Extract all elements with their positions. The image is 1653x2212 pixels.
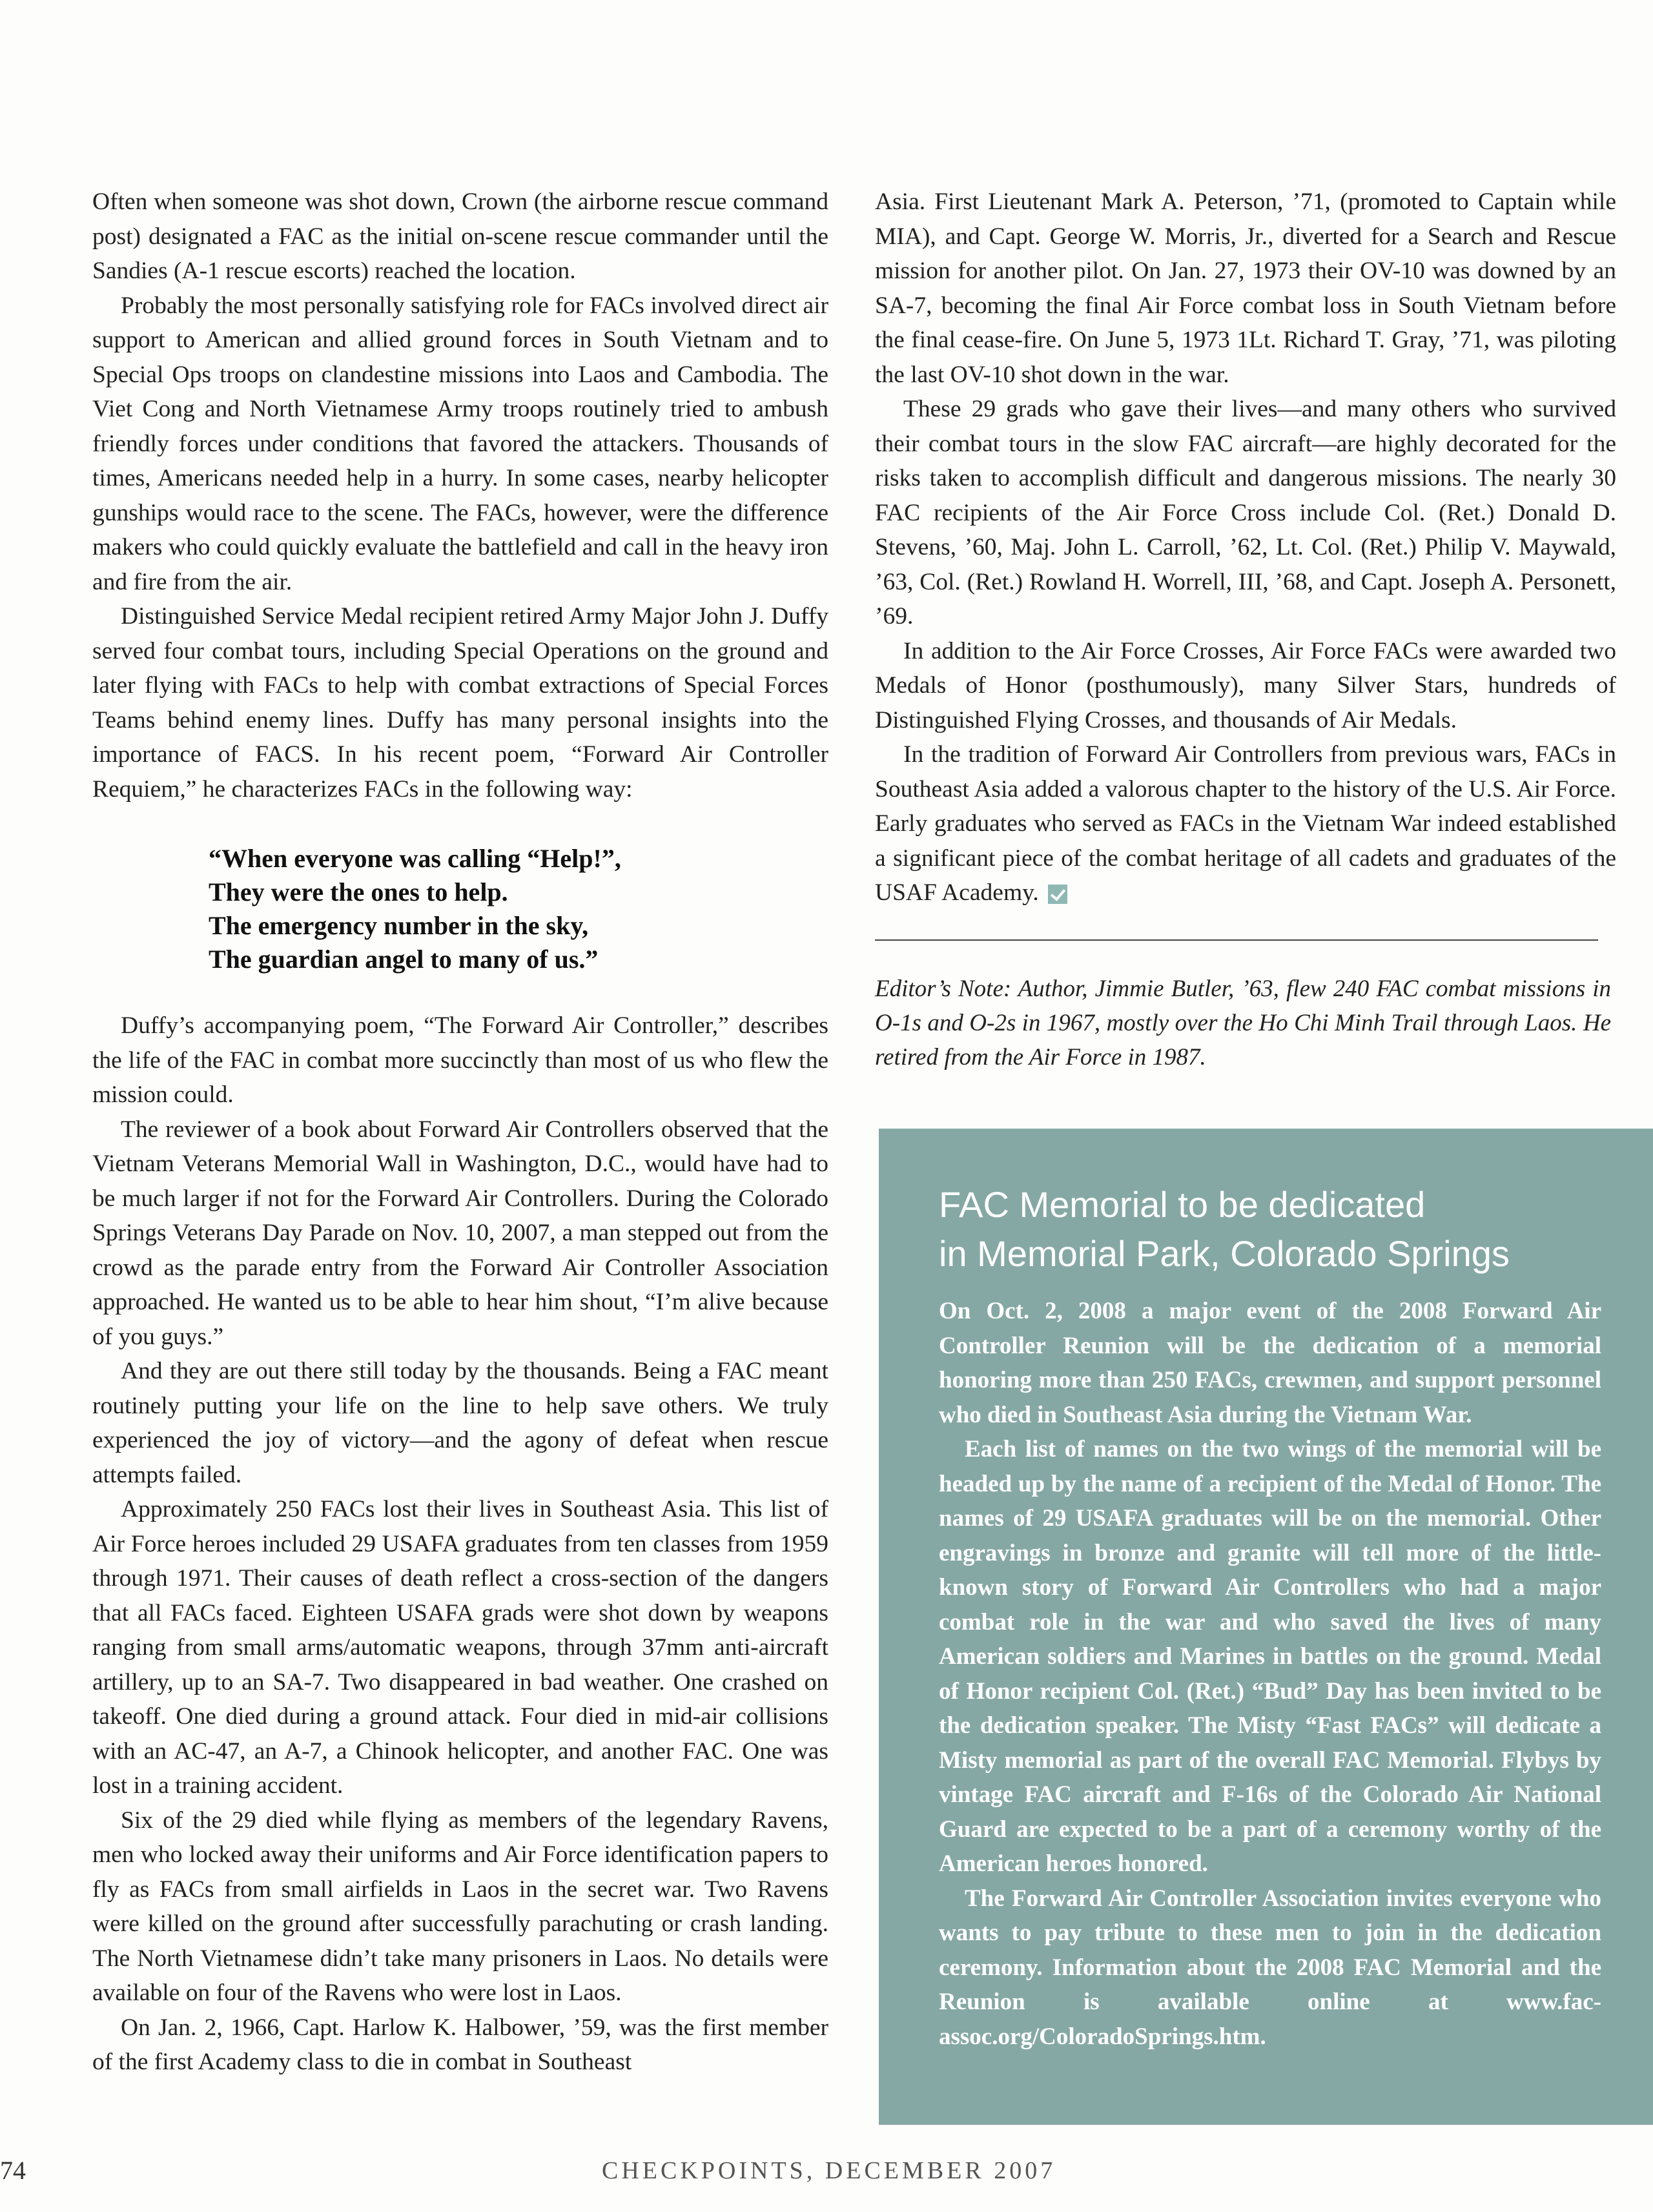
body-paragraph: In addition to the Air Force Crosses, Air Force FACs were awarded two Medals of Honor (posthumously), many Silver Stars, hundreds of Distinguished Flying Crosses, and thousands of Air Medals. xyxy=(875,637,1616,733)
body-paragraph: Duffy’s accompanying poem, “The Forward Air Controller,” describes the life of the FAC in combat more succinctly than most of us who flew the mission could. xyxy=(92,1012,828,1108)
poem-line: “When everyone was calling “Help!”, xyxy=(209,844,621,873)
poem-line: They were the ones to help. xyxy=(209,877,508,906)
poem-line: The guardian angel to many of us.” xyxy=(209,945,599,974)
body-paragraph: Often when someone was shot down, Crown (the airborne rescue command post) designated a FAC as the initial on-scene rescue commander until the Sandies (A-1 rescue escorts) reached the location. xyxy=(92,189,828,284)
body-paragraph: Asia. First Lieutenant Mark A. Peterson, ’71, (promoted to Captain while MIA), and Capt. George W. Morris, Jr., diverted for a Search and Rescue mission for another pilot. On Jan. 27, 1973 their OV-10 was downed by an SA-7, becoming the final Air Force combat loss in South Vietnam before the final cease-fire. On June 5, 1973 1Lt. Richard T. Gray, ’71, was piloting the last OV-10 shot down in the war. xyxy=(875,189,1616,388)
body-paragraph: These 29 grads who gave their lives—and many others who survived their combat tours in the slow FAC aircraft—are highly decorated for the risks taken to accomplish difficult and dangerous missions. The nearly 30 FAC recipients of the Air Force Cross include Col. (Ret.) Donald D. Stevens, ’60, Maj. John L. Carroll, ’62, Lt. Col. (Ret.) Philip V. Maywald, ’63, Col. (Ret.) Rowland H. Worrell, III, ’68, and Capt. Joseph A. Personett, ’69. xyxy=(875,396,1616,630)
publication-title: CHECKPOINTS, DECEMBER 2007 xyxy=(602,2157,1056,2184)
body-paragraph: The reviewer of a book about Forward Air Controllers observed that the Vietnam Veterans Memorial Wall in Washington, D.C., would have had to be much larger if not for the Forward Air Controllers. During the Colorado Springs Veterans Day Parade on Nov. 10, 2007, a man stepped out from the crowd as the parade entry from the Forward Air Controller Association approached. He wanted us to be able to hear him shout, “I’m alive because of you guys.” xyxy=(92,1116,828,1350)
body-paragraph: On Jan. 2, 1966, Capt. Harlow K. Halbower, ’59, was the first member of the first Academy class to die in combat in Southeast xyxy=(92,2014,828,2075)
sidebar-title-line: FAC Memorial to be dedicated xyxy=(939,1184,1426,1225)
body-paragraph: Probably the most personally satisfying role for FACs involved direct air support to American and allied ground forces in South Vietnam and to Special Ops troops on clandestine missions into Laos and Cambodia. The Viet Cong and North Vietnamese Army troops routinely tried to ambush friendly forces under conditions that favored the attackers. Thousands of times, Americans needed help in a hurry. In some cases, nearby helicopter gunships would race to the scene. The FACs, however, were the difference makers who could quickly evaluate the battlefield and call in the heavy iron and fire from the air. xyxy=(92,292,828,595)
memorial-sidebar-box xyxy=(879,1129,1653,2125)
divider-rule xyxy=(875,939,1598,941)
sidebar-title xyxy=(939,1180,1601,1278)
sidebar-paragraph: On Oct. 2, 2008 a major event of the 2008 Forward Air Controller Reunion will be the dedication of a memorial honoring more than 250 FACs, crewmen, and support personnel who died in Southeast Asia during the Vietnam War. xyxy=(939,1298,1601,1428)
body-paragraph: And they are out there still today by the thousands. Being a FAC meant routinely putting your life on the line to help save others. We truly experienced the joy of victory—and the agony of defeat when rescue attempts failed. xyxy=(92,1358,828,1488)
left-column xyxy=(92,185,828,2080)
sidebar-title-line: in Memorial Park, Colorado Springs xyxy=(939,1233,1510,1274)
poem-line: The emergency number in the sky, xyxy=(209,911,589,940)
body-paragraph xyxy=(875,737,1616,910)
page-footer xyxy=(0,2155,1653,2194)
poem-quote xyxy=(209,842,828,976)
right-column xyxy=(875,185,1616,910)
sidebar-paragraph: Each list of names on the two wings of the memorial will be headed up by the name of a recipient of the Medal of Honor. The names of 29 USAFA graduates will be on the memorial. Other engravings in bronze and granite will tell more of the little-known story of Forward Air Controllers who had a major combat role in the war and who saved the lives of many American soldiers and Marines in battles on the ground. Medal of Honor recipient Col. (Ret.) “Bud” Day has been invited to be the dedication speaker. The Misty “Fast FACs” will dedicate a Misty memorial as part of the overall FAC Memorial. Flybys by vintage FAC aircraft and F-16s of the Colorado Air National Guard are expected to be a part of a ceremony worthy of the American heroes honored. xyxy=(939,1436,1601,1877)
sidebar-paragraph: The Forward Air Controller Association invites everyone who wants to pay tribute to these men to join in the dedication ceremony. Information about the 2008 FAC Memorial and the Reunion is available online at www.fac-assoc.org/ColoradoSprings.htm. xyxy=(939,1885,1601,2050)
body-paragraph: Approximately 250 FACs lost their lives in Southeast Asia. This list of Air Force heroes included 29 USAFA graduates from ten classes from 1959 through 1971. Their causes of death reflect a cross-section of the dangers that all FACs faced. Eighteen USAFA grads were shot down by weapons ranging from small arms/automatic weapons, through 37mm anti-aircraft artillery, up to an SA-7. Two disappeared in bad weather. One crashed on takeoff. One died during a ground attack. Four died in mid-air collisions with an AC-47, an A-7, a Chinook helicopter, and another FAC. One was lost in a training accident. xyxy=(92,1496,828,1799)
body-paragraph: Distinguished Service Medal recipient retired Army Major John J. Duffy served four combat tours, including Special Operations on the ground and later flying with FACs to help with combat extractions of Special Forces Teams behind enemy lines. Duffy has many personal insights into the importance of FACS. In his recent poem, “Forward Air Controller Requiem,” he characterizes FACs in the following way: xyxy=(92,603,828,803)
end-mark-check-icon xyxy=(1048,885,1067,904)
page-number: 74 xyxy=(0,2156,26,2185)
body-paragraph: Six of the 29 died while flying as members of the legendary Ravens, men who locked away their uniforms and Air Force identification papers to fly as FACs from small airfields in Laos in the secret war. Two Ravens were killed on the ground after successfully parachuting or crash landing. The North Vietnamese didn’t take many prisoners in Laos. No details were available on four of the Ravens who were lost in Laos. xyxy=(92,1807,828,2006)
editor-note: Editor’s Note: Author, Jimmie Butler, ’63, flew 240 FAC combat missions in O-1s and O-2s in 1967, mostly over the Ho Chi Minh Trail through Laos. He retired from the Air Force in 1987. xyxy=(875,976,1611,1070)
closing-paragraph-text: In the tradition of Forward Air Controllers from previous wars, FACs in Southeast Asia added a valorous chapter to the history of the U.S. Air Force. Early graduates who served as FACs in the Vietnam War indeed established a significant piece of the combat heritage of all cadets and graduates of the USAF Academy. xyxy=(875,741,1616,906)
